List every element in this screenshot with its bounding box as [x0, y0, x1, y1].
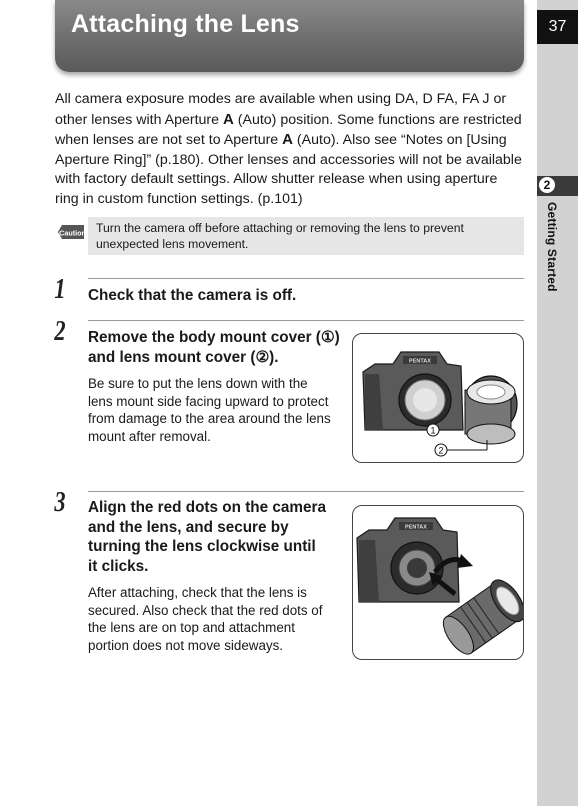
step-number: 2 [54, 316, 66, 347]
step-body: Be sure to put the lens down with the lens mount side facing upward to protect from damage to the area around the lens mount after removal. [88, 376, 331, 444]
step-heading: Remove the body mount cover (①) and lens mount cover (②). [88, 329, 340, 366]
step-number: 3 [54, 487, 66, 518]
brand-label: PENTAX [405, 524, 427, 531]
caution-box: Turn the camera off before attaching or removing the lens to prevent unexpected lens movement. [88, 217, 524, 255]
divider [88, 491, 524, 492]
divider [88, 278, 524, 279]
side-tab-bar [537, 0, 578, 806]
page-number: 37 [537, 10, 578, 44]
brand-label: PENTAX [409, 358, 431, 365]
title-banner [55, 0, 524, 72]
page-title: Attaching the Lens [71, 10, 300, 38]
divider [88, 320, 524, 321]
step-heading: Check that the camera is off. [88, 287, 297, 304]
illustration-attach-lens [352, 505, 524, 660]
step-heading: Align the red dots on the camera and the lens, and secure by turning the lens clockwise until it clicks. [88, 499, 326, 575]
chapter-title: Getting Started [545, 202, 559, 292]
intro-text-3: (Auto). Also see “Notes on [Using Aperture Ring]” (p.180). Other lenses and accessories will not be available with factory default settings. Allow shutter release when using aperture ring in custom function settings. (p.101) [55, 132, 522, 207]
illustration-remove-covers [352, 333, 524, 463]
callout-2: 2 [438, 445, 444, 456]
caution-icon [56, 224, 86, 240]
aperture-a-symbol: A [222, 110, 234, 128]
aperture-a-symbol: A [282, 131, 293, 148]
intro-text-2: (Auto) position. Some functions are restricted when lenses are not set to Aperture [55, 111, 522, 148]
step-number: 1 [54, 274, 66, 305]
callout-1: 1 [430, 425, 436, 436]
intro-paragraph [55, 90, 523, 209]
step-body: After attaching, check that the lens is secured. Also check that the red dots of the lens are on top and attachment portion does not move sideways. [88, 585, 323, 653]
caution-label: Caution [59, 228, 86, 238]
camera-lens-illustration [353, 334, 523, 462]
chapter-number: 2 [539, 177, 555, 193]
lens-attach-illustration [353, 506, 523, 659]
intro-text-1: All camera exposure modes are available when using DA, D FA, FA J or other lenses with Aperture [55, 91, 507, 128]
